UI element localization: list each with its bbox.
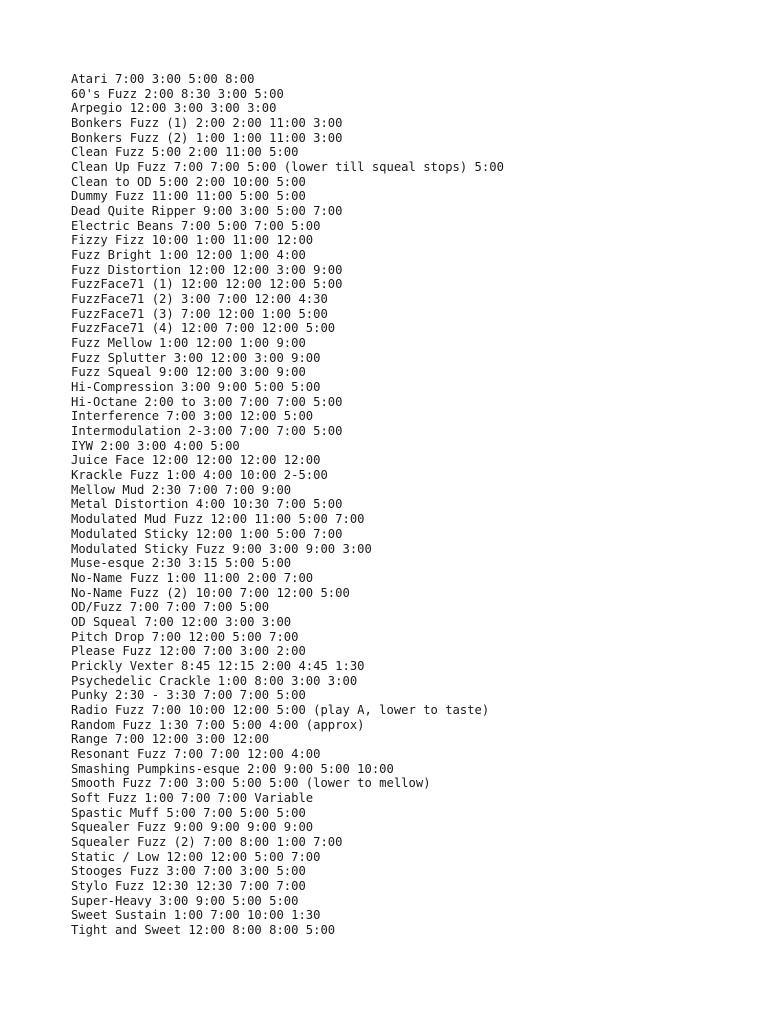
preset-line: FuzzFace71 (4) 12:00 7:00 12:00 5:00 [71,321,336,336]
preset-line: Bonkers Fuzz (1) 2:00 2:00 11:00 3:00 [71,116,343,131]
preset-line: Punky 2:30 - 3:30 7:00 7:00 5:00 [71,688,306,703]
preset-line: Clean Up Fuzz 7:00 7:00 5:00 (lower till squeal stops) 5:00 [71,160,504,175]
preset-line: Interference 7:00 3:00 12:00 5:00 [71,409,314,424]
preset-line: 60's Fuzz 2:00 8:30 3:00 5:00 [71,86,284,101]
preset-line: Fuzz Squeal 9:00 12:00 3:00 9:00 [71,365,306,380]
preset-line: Atari 7:00 3:00 5:00 8:00 [71,72,255,86]
preset-line: Fuzz Mellow 1:00 12:00 1:00 9:00 [71,336,306,351]
preset-line: FuzzFace71 (1) 12:00 12:00 12:00 5:00 [71,277,343,292]
preset-line: Muse-esque 2:30 3:15 5:00 5:00 [71,556,292,571]
preset-line: No-Name Fuzz (2) 10:00 7:00 12:00 5:00 [71,585,350,600]
preset-line: Hi-Compression 3:00 9:00 5:00 5:00 [71,380,321,395]
preset-line: Resonant Fuzz 7:00 7:00 12:00 4:00 [71,746,321,761]
preset-line: FuzzFace71 (3) 7:00 12:00 1:00 5:00 [71,306,328,321]
preset-line: Sweet Sustain 1:00 7:00 10:00 1:30 [71,908,321,923]
preset-line: Bonkers Fuzz (2) 1:00 1:00 11:00 3:00 [71,130,343,145]
preset-line: Fizzy Fizz 10:00 1:00 11:00 12:00 [71,233,314,248]
preset-line: Intermodulation 2-3:00 7:00 7:00 5:00 [71,424,343,439]
preset-line: OD Squeal 7:00 12:00 3:00 3:00 [71,614,292,629]
preset-line: Smooth Fuzz 7:00 3:00 5:00 5:00 (lower to mellow) [71,776,431,791]
preset-line: Stooges Fuzz 3:00 7:00 3:00 5:00 [71,864,306,879]
preset-line: FuzzFace71 (2) 3:00 7:00 12:00 4:30 [71,292,328,307]
preset-line: Soft Fuzz 1:00 7:00 7:00 Variable [71,790,314,805]
preset-line: Fuzz Distortion 12:00 12:00 3:00 9:00 [71,262,343,277]
preset-line: Juice Face 12:00 12:00 12:00 12:00 [71,453,321,468]
preset-list [71,72,751,938]
preset-line: Clean to OD 5:00 2:00 10:00 5:00 [71,174,306,189]
preset-line: Arpegio 12:00 3:00 3:00 3:00 [71,101,277,116]
preset-line: Dummy Fuzz 11:00 11:00 5:00 5:00 [71,189,306,204]
preset-line: Static / Low 12:00 12:00 5:00 7:00 [71,849,321,864]
preset-line: No-Name Fuzz 1:00 11:00 2:00 7:00 [71,570,314,585]
preset-line: Fuzz Bright 1:00 12:00 1:00 4:00 [71,248,306,263]
preset-line: Dead Quite Ripper 9:00 3:00 5:00 7:00 [71,204,343,219]
preset-line: Tight and Sweet 12:00 8:00 8:00 5:00 [71,922,336,937]
preset-line: Range 7:00 12:00 3:00 12:00 [71,732,270,747]
preset-line: Squealer Fuzz (2) 7:00 8:00 1:00 7:00 [71,834,343,849]
preset-line: Clean Fuzz 5:00 2:00 11:00 5:00 [71,145,299,160]
preset-line: Modulated Sticky Fuzz 9:00 3:00 9:00 3:00 [71,541,372,556]
preset-line: Spastic Muff 5:00 7:00 5:00 5:00 [71,805,306,820]
preset-line: OD/Fuzz 7:00 7:00 7:00 5:00 [71,600,270,615]
preset-line: IYW 2:00 3:00 4:00 5:00 [71,438,240,453]
preset-line: Squealer Fuzz 9:00 9:00 9:00 9:00 [71,820,314,835]
preset-line: Modulated Sticky 12:00 1:00 5:00 7:00 [71,526,343,541]
preset-line: Modulated Mud Fuzz 12:00 11:00 5:00 7:00 [71,512,365,527]
preset-line: Mellow Mud 2:30 7:00 7:00 9:00 [71,482,292,497]
preset-line: Metal Distortion 4:00 10:30 7:00 5:00 [71,497,343,512]
preset-line: Electric Beans 7:00 5:00 7:00 5:00 [71,218,321,233]
preset-line: Random Fuzz 1:30 7:00 5:00 4:00 (approx) [71,717,365,732]
preset-line: Please Fuzz 12:00 7:00 3:00 2:00 [71,644,306,659]
preset-line: Stylo Fuzz 12:30 12:30 7:00 7:00 [71,878,306,893]
preset-line: Fuzz Splutter 3:00 12:00 3:00 9:00 [71,350,321,365]
preset-line: Hi-Octane 2:00 to 3:00 7:00 7:00 5:00 [71,394,343,409]
preset-line: Smashing Pumpkins-esque 2:00 9:00 5:00 10:00 [71,761,394,776]
preset-line: Super-Heavy 3:00 9:00 5:00 5:00 [71,893,299,908]
preset-line: Pitch Drop 7:00 12:00 5:00 7:00 [71,629,299,644]
preset-line: Radio Fuzz 7:00 10:00 12:00 5:00 (play A, lower to taste) [71,702,490,717]
preset-line: Krackle Fuzz 1:00 4:00 10:00 2-5:00 [71,468,328,483]
preset-line: Prickly Vexter 8:45 12:15 2:00 4:45 1:30 [71,658,365,673]
preset-line: Psychedelic Crackle 1:00 8:00 3:00 3:00 [71,673,358,688]
